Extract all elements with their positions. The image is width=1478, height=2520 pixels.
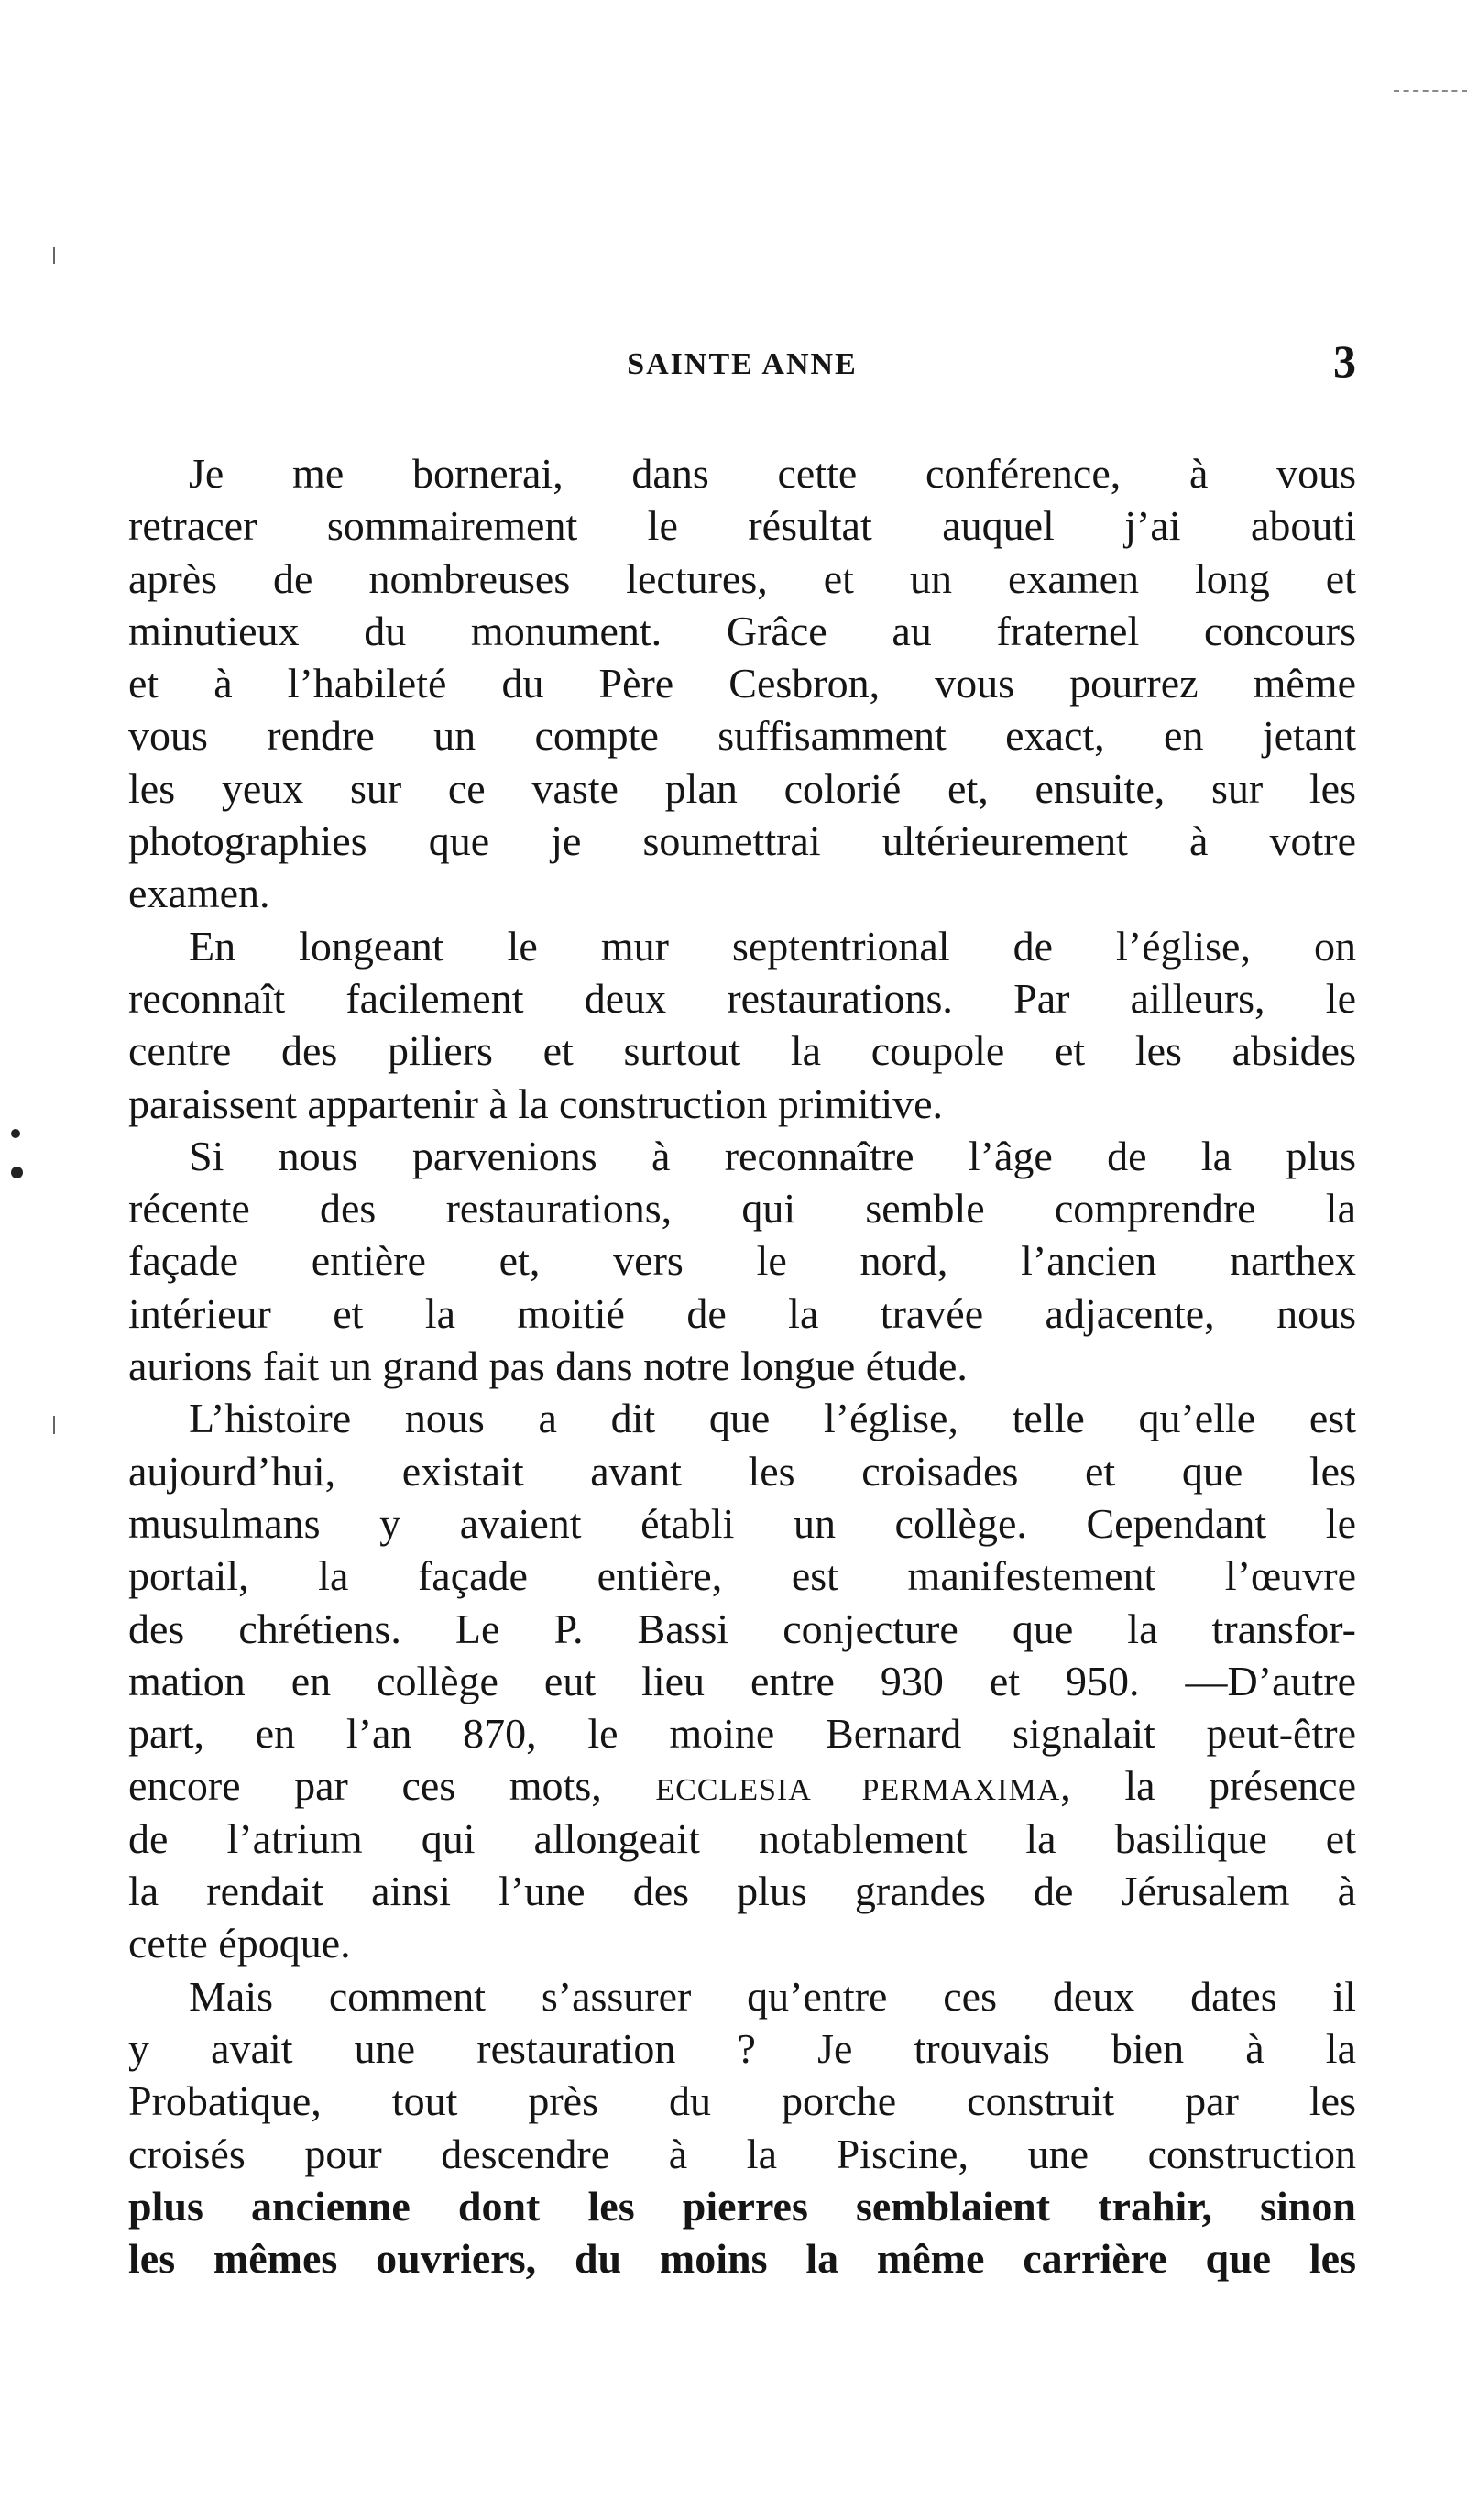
text-line: des chrétiens. Le P. Bassi conjecture que la transfor-	[128, 1605, 1356, 1652]
text-line: paraissent appartenir à la construction primitive.	[128, 1079, 944, 1127]
page-number: 3	[1333, 335, 1356, 387]
text-line: après de nombreuses lectures, et un examen long et	[128, 554, 1356, 602]
text-line: façade entière et, vers le nord, l’ancien narthex	[128, 1237, 1356, 1285]
text-line: les mêmes ouvriers, du moins la même carrière que les	[128, 2235, 1356, 2283]
text-line: aurions fait un grand pas dans notre longue étude.	[128, 1342, 968, 1390]
text-line: les yeux sur ce vaste plan colorié et, ensuite, sur les	[128, 764, 1356, 812]
text-line: Si nous parvenions à reconnaître l’âge de la plus	[189, 1132, 1356, 1179]
text-line: vous rendre un compte suffisamment exact, en jetant	[128, 712, 1356, 760]
text-line: de l’atrium qui allongeait notablement la basilique et	[128, 1814, 1356, 1862]
text-line: musulmans y avaient établi un collège. Cependant le	[128, 1499, 1356, 1547]
text-line: plus ancienne dont les pierres semblaient trahir, sinon	[128, 2182, 1356, 2230]
body-text	[128, 447, 1356, 2284]
text-line: aujourd’hui, existait avant les croisades et que les	[128, 1447, 1356, 1495]
text-line: croisés pour descendre à la Piscine, une construction	[128, 2130, 1356, 2177]
text-line: reconnaît facilement deux restaurations. Par ailleurs, le	[128, 974, 1356, 1022]
page-header	[128, 337, 1356, 392]
text-line: intérieur et la moitié de la travée adjacente, nous	[128, 1289, 1356, 1337]
smallcaps-quote: ECCLESIA PERMAXIMA	[655, 1773, 1061, 1808]
text-line: retracer sommairement le résultat auquel j’ai abouti	[128, 502, 1356, 550]
text-line: photographies que je soumettrai ultérieurement à votre	[128, 817, 1356, 865]
text-line: centre des piliers et surtout la coupole et les absides	[128, 1027, 1356, 1075]
running-title: SAINTE ANNE	[627, 347, 858, 381]
text-run: , la présence	[1060, 1762, 1356, 1810]
text-line: mation en collège eut lieu entre 930 et 950. —D’autre	[128, 1657, 1356, 1704]
text-line: la rendait ainsi l’une des plus grandes de Jérusalem à	[128, 1868, 1356, 1915]
text-line: portail, la façade entière, est manifestement l’œuvre	[128, 1552, 1356, 1600]
text-line: et à l’habileté du Père Cesbron, vous pourrez même	[128, 660, 1356, 707]
text-line: minutieux du monument. Grâce au fraternel concours	[128, 607, 1356, 654]
text-line: Probatique, tout près du porche construit par les	[128, 2077, 1356, 2125]
corner-scan-mark	[1394, 90, 1467, 93]
margin-dot	[11, 1129, 20, 1138]
text-run: encore par ces mots,	[128, 1762, 602, 1810]
text-line: Je me bornerai, dans cette conférence, à vous	[189, 450, 1356, 497]
text-line: examen.	[128, 870, 270, 917]
text-line: L’histoire nous a dit que l’église, telle qu’elle est	[189, 1395, 1356, 1442]
text-line: cette époque.	[128, 1920, 351, 1967]
margin-dot	[11, 1167, 23, 1178]
text-line: En longeant le mur septentrional de l’église, on	[189, 922, 1356, 970]
text-line: y avait une restauration ? Je trouvais bien à la	[128, 2024, 1356, 2072]
margin-mark	[53, 247, 55, 264]
text-line: Mais comment s’assurer qu’entre ces deux dates il	[189, 1972, 1356, 2020]
text-line: part, en l’an 870, le moine Bernard signalait peut-être	[128, 1710, 1356, 1758]
text-line-with-smallcaps	[128, 1759, 1356, 1812]
text-line: récente des restaurations, qui semble comprendre la	[128, 1185, 1356, 1233]
margin-mark	[53, 1416, 55, 1434]
